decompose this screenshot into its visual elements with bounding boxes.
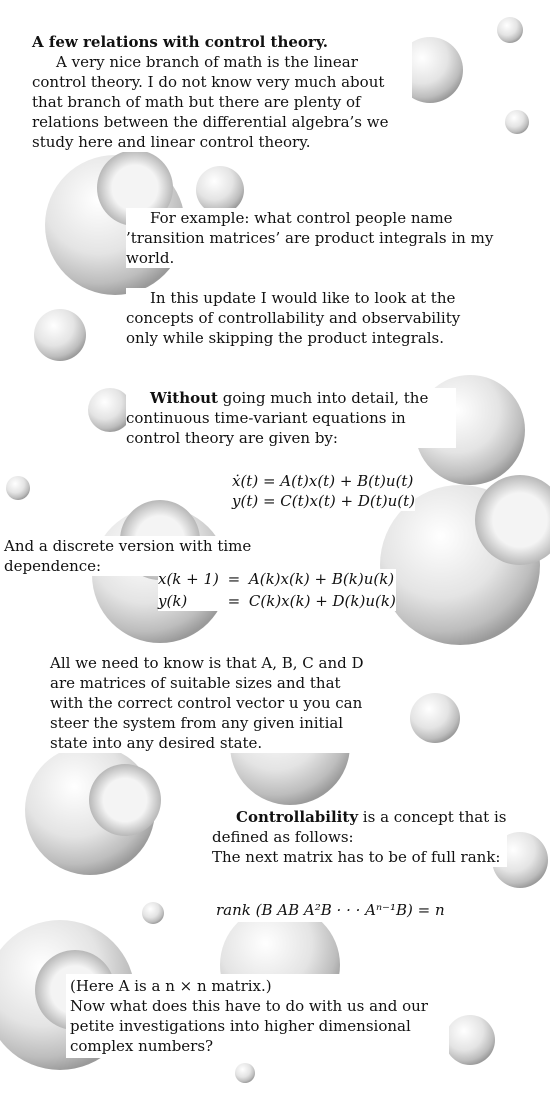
continuous-intro-paragraph bbox=[126, 388, 456, 448]
closing-question: Now what does this have to do with us and our petite investigations into higher dimensional complex numbers? bbox=[70, 997, 428, 1055]
intro-section bbox=[32, 32, 412, 152]
discrete-rhs-2: C(k)x(k) + D(k)u(k) bbox=[248, 592, 396, 610]
controllability-text: is a concept that is defined as follows: bbox=[212, 808, 507, 846]
discrete-rhs-1: A(k)x(k) + B(k)u(k) bbox=[248, 570, 395, 588]
continuous-equations bbox=[232, 471, 415, 511]
discrete-equations bbox=[158, 569, 396, 611]
equation-output: y(t) = C(t)x(t) + D(t)u(t) bbox=[232, 492, 415, 510]
rank-equation: rank (B AB A²B · · · Aⁿ⁻¹B) = n bbox=[212, 898, 449, 922]
controllability-bold: Controllability bbox=[236, 808, 359, 826]
continuous-intro-text: going much into detail, the continuous time-variant equations in control theory are given by: bbox=[126, 389, 429, 447]
section-heading: A few relations with control theory. bbox=[32, 33, 329, 51]
intro-paragraph: A very nice branch of math is the linear control theory. I do not know very much about that branch of math but there are plenty of relations between the differential algebra’s we study here and linear control theory. bbox=[32, 53, 389, 151]
matrices-paragraph: All we need to know is that A, B, C and D are matrices of suitable sizes and that with the correct control vector u you can steer the system from any given initial state into any desired state. bbox=[50, 653, 370, 753]
without-bold: Without bbox=[150, 389, 218, 407]
transition-matrices-paragraph: For example: what control people name ’transition matrices’ are product integrals in my world. bbox=[126, 208, 526, 268]
equation-state: ẋ(t) = A(t)x(t) + B(t)u(t) bbox=[232, 472, 414, 490]
discrete-lhs-2: y(k) bbox=[158, 592, 188, 610]
discrete-intro: And a discrete version with time dependence: bbox=[4, 536, 344, 576]
update-paragraph: In this update I would like to look at the concepts of controllability and observability only while skipping the product integrals. bbox=[126, 289, 461, 347]
discrete-eq-2: = bbox=[227, 592, 241, 610]
controllability-section bbox=[212, 807, 507, 867]
controllability-definition bbox=[212, 807, 507, 847]
closing-section bbox=[66, 974, 449, 1058]
discrete-lhs-1: x(k + 1) bbox=[158, 570, 219, 588]
matrix-size-note: (Here A is a n × n matrix.) bbox=[70, 977, 272, 995]
discrete-eq-1: = bbox=[227, 570, 241, 588]
full-rank-line: The next matrix has to be of full rank: bbox=[212, 848, 501, 866]
